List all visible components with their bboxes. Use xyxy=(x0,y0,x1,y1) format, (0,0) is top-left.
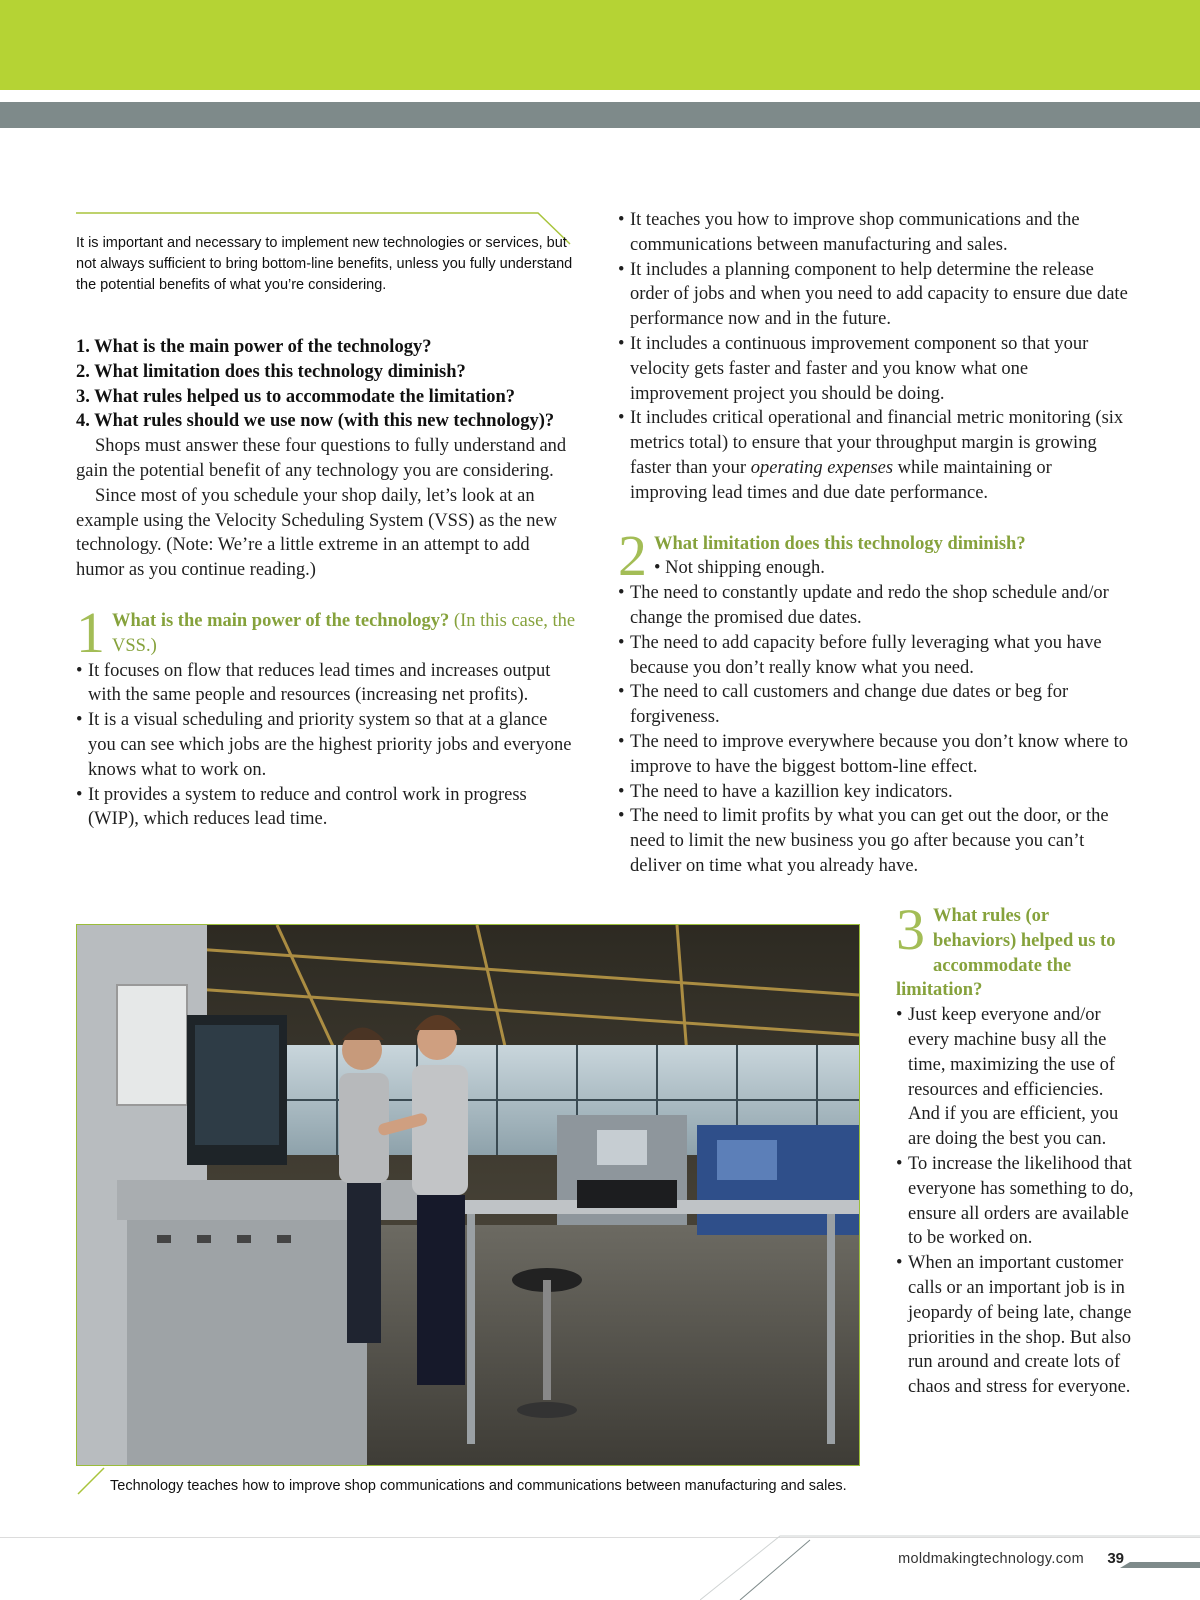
section-2-first-bullet: • Not shipping enough. xyxy=(654,558,825,579)
question-4: 4. What rules should we use now (with this new technology)? xyxy=(76,411,555,432)
section-1 xyxy=(76,599,576,832)
question-1: 1. What is the main power of the technology? xyxy=(76,337,432,357)
section-3-heading xyxy=(896,897,1136,1003)
list-item: • It teaches you how to improve shop communications and the communications between manufacturing and sales. xyxy=(618,208,1128,258)
section-number: 2 xyxy=(618,522,647,588)
section-heading-text: What is the main power of the technology? xyxy=(112,610,450,631)
list-item: • The need to add capacity before fully leveraging what you have because you don’t really know what you need. xyxy=(618,631,1128,681)
section-1-bullets xyxy=(76,659,576,833)
question-2: 2. What limitation does this technology diminish? xyxy=(76,361,466,382)
list-item: • It includes a continuous improvement component so that your velocity gets faster and faster and you know what one improvement project you should be doing. xyxy=(618,332,1128,406)
photo-caption: Technology teaches how to improve shop communications and communications between manufacturing and sales. xyxy=(110,1478,847,1494)
list-item: • Just keep everyone and/or every machine busy all the time, maximizing the use of resources and efficiencies. And if you are efficient, you are doing the best you can. xyxy=(896,1003,1136,1152)
factory-photo-illustration xyxy=(77,925,859,1465)
section-number: 1 xyxy=(76,599,105,665)
pullquote: It is important and necessary to implement new technologies or services, but not always sufficient to bring bottom-line benefits, unless you fully understand the potential benefits of what you’re considering. xyxy=(76,235,573,293)
list-item: • It is a visual scheduling and priority system so that at a glance you can see which jobs are the highest priority jobs and everyone knows what to work on. xyxy=(76,708,576,782)
list-item-text: while maintaining or improving lead times and due date performance. xyxy=(630,457,1052,503)
list-item: • The need to improve everywhere because you don’t know where to improve to have the biggest bottom-line effect. xyxy=(618,730,1128,780)
list-item: • To increase the likelihood that everyone has something to do, ensure all orders are available to be worked on. xyxy=(896,1152,1136,1251)
section-2 xyxy=(618,522,1128,879)
section-2-bullets xyxy=(618,581,1128,879)
intro-paragraph: Shops must answer these four questions to fully understand and gain the potential benefit of any technology you are considering. xyxy=(76,436,567,481)
caption-rule xyxy=(76,1466,106,1496)
left-column xyxy=(76,335,576,832)
section-heading-text: What limitation does this technology diminish? xyxy=(654,533,1026,554)
list-item-text: Not shipping enough. xyxy=(665,558,825,579)
intro-paragraph: Since most of you schedule your shop daily, let’s look at an example using the Velocity Scheduling System (VSS) as the new technology. (Note: We’re a little extreme in an attempt to add humor as you continue reading.) xyxy=(76,485,558,581)
header-green-band xyxy=(0,0,1200,90)
section-heading-text: What rules (or behaviors) helped us to accommodate the limitation? xyxy=(896,906,1116,1001)
list-item: • It provides a system to reduce and control work in progress (WIP), which reduces lead time. xyxy=(76,783,576,833)
section-number: 3 xyxy=(896,897,925,962)
side-column xyxy=(896,897,1136,1400)
list-item-text: It includes critical operational and financial metric monitoring (six metrics total) to ensure that your throughput margin is growing faster than your xyxy=(630,408,1124,478)
factory-photo xyxy=(76,924,860,1466)
list-item: • The need to constantly update and redo the shop schedule and/or change the promised due dates. xyxy=(618,581,1128,631)
section-1-heading xyxy=(76,599,576,665)
section-1-bullets-continued xyxy=(618,208,1128,506)
list-item: • The need to limit profits by what you can get out the door, or the need to limit the new business you go after because you can’t deliver on time what you already have. xyxy=(618,804,1128,878)
list-item xyxy=(618,406,1128,505)
header-grey-band xyxy=(0,102,1200,128)
footer-site: moldmakingtechnology.com xyxy=(898,1551,1084,1567)
right-column xyxy=(618,208,1128,879)
list-item: • It includes a planning component to help determine the release order of jobs and when you need to add capacity to ensure due date performance now and in the future. xyxy=(618,258,1128,332)
page-number: 39 xyxy=(1107,1550,1124,1567)
italic-term: operating expenses xyxy=(750,457,894,478)
list-item: • It focuses on flow that reduces lead times and increases output with the same people and resources (increasing net profits). xyxy=(76,659,576,709)
list-item: • The need to have a kazillion key indicators. xyxy=(618,780,1128,805)
section-3-bullets xyxy=(896,1003,1136,1400)
list-item: • When an important customer calls or an important job is in jeopardy of being late, change priorities in the shop. But also run around and create lots of chaos and stress for everyone. xyxy=(896,1251,1136,1400)
question-3: 3. What rules helped us to accommodate the limitation? xyxy=(76,386,516,407)
section-heading-note: (In this case, the VSS.) xyxy=(112,610,576,656)
list-item: • The need to call customers and change due dates or beg for forgiveness. xyxy=(618,680,1128,730)
